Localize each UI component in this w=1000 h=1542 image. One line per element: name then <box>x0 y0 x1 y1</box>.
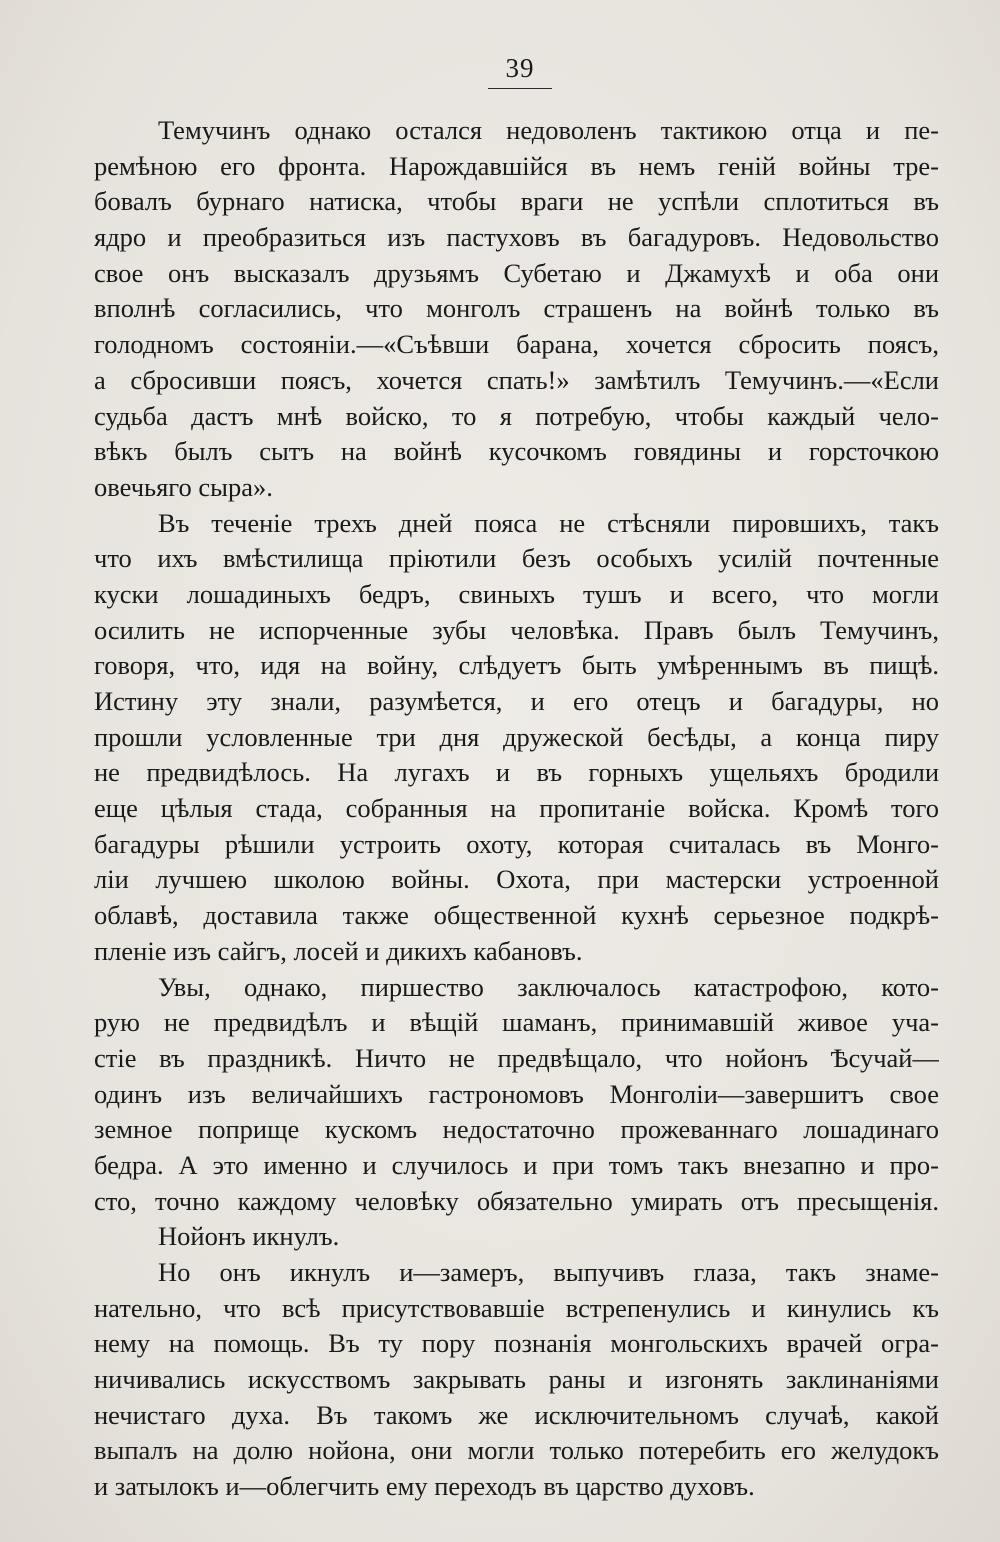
text-line: что ихъ вмѣстилища пріютили безъ особыхъ усилій почтенные <box>94 543 939 574</box>
text-line: земное поприще кускомъ недостаточно прожеваннаго лошадинаго <box>94 1114 939 1145</box>
text-line: Истину эту знали, разумѣется, и его отецъ и багадуры, но <box>94 686 939 716</box>
text-line: сто, точно каждому человѣку обязательно умирать отъ пресыщенія. <box>94 1185 939 1216</box>
body-text <box>94 113 939 1505</box>
text-line: ничивались искусствомъ закрывать раны и изгонять заклинаніями <box>94 1364 939 1395</box>
text-line: выпалъ на долю нойона, они могли только потеребить его желудокъ <box>94 1435 939 1466</box>
text-line: Но онъ икнулъ и—замеръ, выпучивъ глаза, такъ знаме- <box>158 1257 939 1287</box>
text-line: нечистаго духа. Въ такомъ же исключительномъ случаѣ, какой <box>94 1399 939 1430</box>
text-line: Темучинъ однако остался недоволенъ тактикою отца и пе- <box>158 115 939 145</box>
text-line: Въ теченіе трехъ дней пояса не стѣсняли пировшихъ, такъ <box>158 507 939 538</box>
text-line: облавѣ, доставила также общественной кухнѣ серьезное подкрѣ- <box>94 900 939 931</box>
text-line: ремѣною его фронта. Нарождавшійся въ немъ геній войны тре- <box>94 150 939 181</box>
text-line: рую не предвидѣлъ и вѣщій шаманъ, принимавшій живое уча- <box>94 1007 939 1038</box>
text-line: Нойонъ икнулъ. <box>158 1221 340 1252</box>
text-line: а сбросивши поясъ, хочется спать!» замѣтилъ Темучинъ.—«Если <box>94 364 939 395</box>
text-line: Увы, однако, пиршество заключалось катастрофою, кото- <box>158 971 939 1002</box>
text-line: овечьяго сыра». <box>94 471 273 502</box>
text-line: бовалъ бурнаго натиска, чтобы враги не успѣли сплотиться въ <box>94 186 939 217</box>
text-line: судьба дастъ мнѣ войско, то я потребую, чтобы каждый чело- <box>94 400 939 431</box>
text-line: не предвидѣлось. На лугахъ и въ горныхъ ущельяхъ бродили <box>94 757 939 788</box>
text-line: еще цѣлыя стада, собранныя на пропитаніе войска. Кромѣ того <box>94 793 939 824</box>
text-line: куски лошадиныхъ бедръ, свиныхъ тушъ и всего, что могли <box>94 578 939 609</box>
text-line: бедра. А это именно и случилось и при томъ такъ внезапно и про- <box>94 1149 939 1180</box>
text-line: голодномъ состояніи.—«Съѣвши барана, хочется сбросить поясъ, <box>94 329 939 360</box>
text-line: нему на помощь. Въ ту пору познанія монгольскихъ врачей огра- <box>94 1328 939 1359</box>
text-line: стіе въ праздникѣ. Ничто не предвѣщало, что нойонъ Ѣсучай— <box>94 1042 939 1073</box>
text-line: свое онъ высказалъ друзьямъ Субетаю и Джамухѣ и оба они <box>94 257 939 288</box>
text-line: говоря, что, идя на войну, слѣдуетъ быть умѣреннымъ въ пищѣ. <box>94 650 939 681</box>
text-line: и затылокъ и—облегчить ему переходъ въ царство духовъ. <box>94 1471 755 1502</box>
text-line: осилить не испорченные зубы человѣка. Правъ былъ Темучинъ, <box>94 614 939 645</box>
text-line: ліи лучшею школою войны. Охота, при мастерски устроенной <box>94 864 939 895</box>
text-line: багадуры рѣшили устроить охоту, которая считалась въ Монго- <box>94 828 939 859</box>
text-line: ядро и преобразиться изъ пастуховъ въ багадуровъ. Недовольство <box>94 222 939 253</box>
page-number: 39 <box>488 52 552 89</box>
text-line: вполнѣ согласились, что монголъ страшенъ на войнѣ только въ <box>94 293 939 324</box>
text-line: нательно, что всѣ присутствовавшіе встрепенулись и кинулись къ <box>94 1292 939 1323</box>
text-line: вѣкъ былъ сытъ на войнѣ кусочкомъ говядины и горсточкою <box>94 436 939 467</box>
text-line: прошли условленные три дня дружеской бесѣды, а конца пиру <box>94 721 939 752</box>
text-line: одинъ изъ величайшихъ гастрономовъ Монголіи—завершитъ свое <box>94 1078 939 1109</box>
text-line: пленіе изъ сайгъ, лосей и дикихъ кабановъ. <box>94 935 583 966</box>
